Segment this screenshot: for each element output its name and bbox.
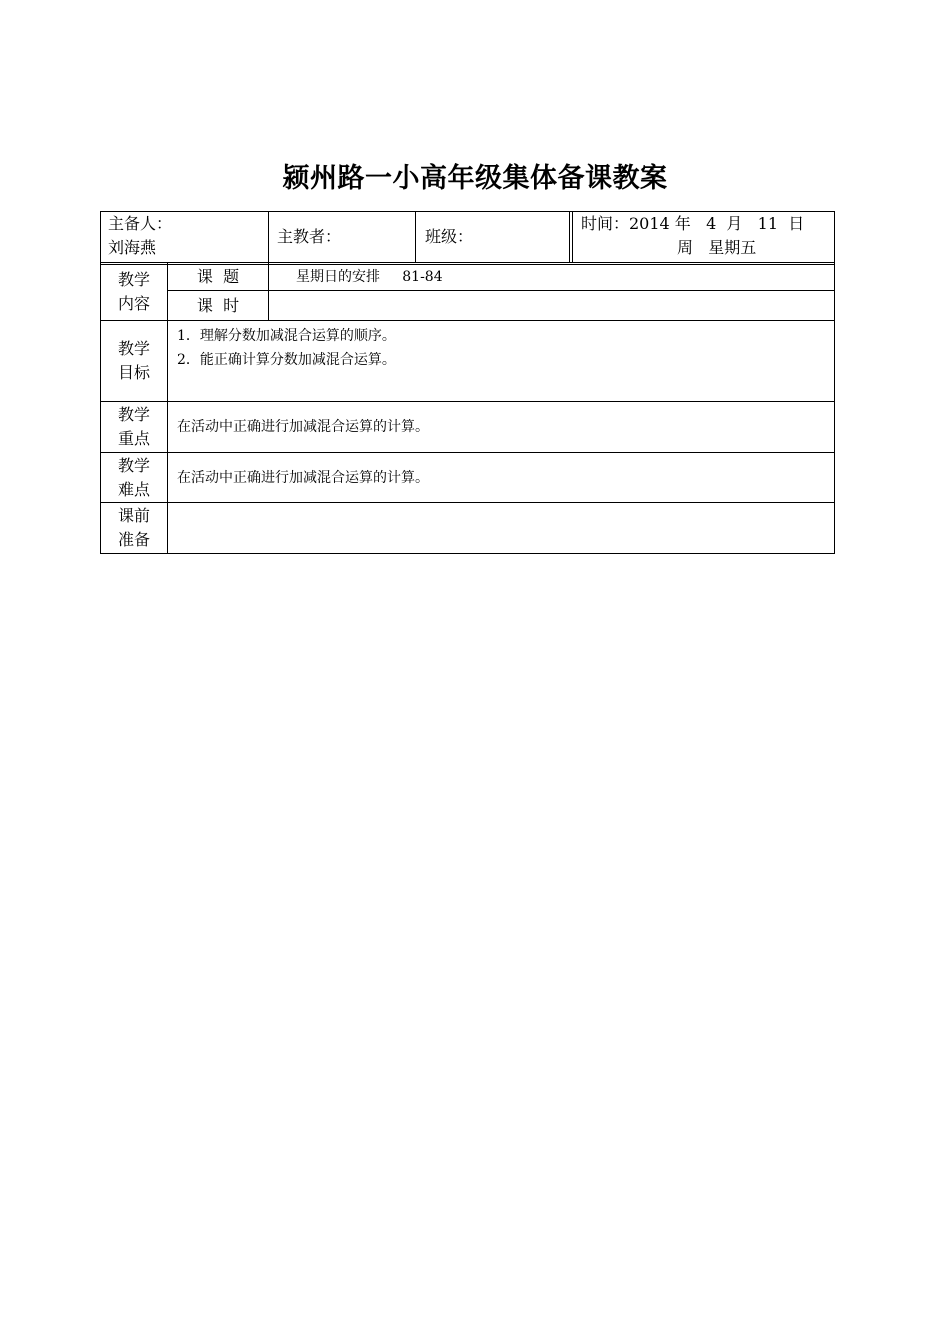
preparer-cell [108, 212, 266, 260]
teacher-cell [277, 212, 413, 262]
goals-label: 教学 目标 [117, 339, 150, 382]
time-cell [581, 212, 831, 260]
hours-value [277, 291, 827, 320]
difficulties-label: 教学 难点 [117, 455, 150, 499]
difficulties-value: 在活动中正确进行加减混合运算的计算。 [177, 469, 429, 486]
preparation-label: 课前 准备 [117, 506, 150, 549]
key-points-label: 教学 重点 [117, 405, 150, 448]
page-title: 颍州路一小高年级集体备课教案 [282, 163, 668, 194]
time-line-1: 时间：2014 年 4 月 11 日 [581, 214, 805, 233]
preparation-value [177, 503, 827, 553]
time-line-2: 周 星期五 [677, 238, 757, 257]
hours-label: 课 时 [196, 295, 240, 315]
preparer-name: 刘海燕 [108, 238, 157, 257]
class-label: 班级： [425, 227, 474, 246]
topic-value: 星期日的安排 81-84 [296, 268, 443, 285]
content-section-label: 教学 内容 [117, 269, 150, 313]
goal-item: 1．理解分数加减混合运算的顺序。 [177, 328, 396, 344]
goals-list [177, 324, 827, 372]
teacher-label: 主教者： [277, 227, 342, 246]
topic-label: 课 题 [196, 266, 240, 286]
key-points-value: 在活动中正确进行加减混合运算的计算。 [177, 419, 429, 435]
preparer-label: 主备人： [108, 214, 173, 233]
class-cell [425, 212, 567, 262]
goal-item: 2．能正确计算分数加减混合运算。 [177, 352, 396, 368]
